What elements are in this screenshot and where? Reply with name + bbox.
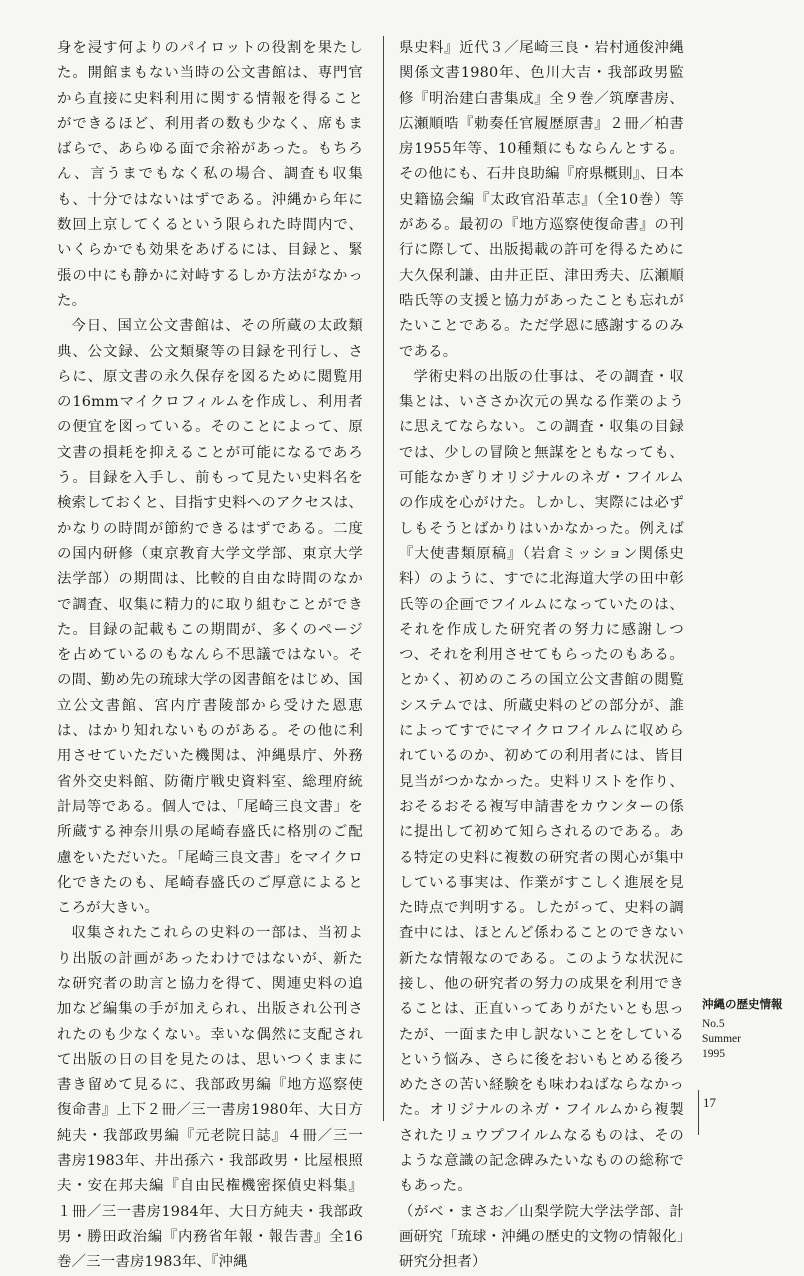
journal-issue: No.5: [702, 1018, 725, 1030]
column-divider: [383, 36, 384, 1121]
page-number-divider: [698, 1090, 699, 1135]
paragraph: 学術史料の出版の仕事は、その調査・収集とは、いささか次元の異なる作業のように思えてならない。この調査・収集の目録では、少しの冒険と無謀をともなっても、可能なかぎりオリジナルのネガ・フイルムの作成を心がけた。しかし、実際には必ずしもそうとばかりはいかなかった。例えば『大使書類原稿』（岩倉ミッション関係史料）のように、すでに北海道大学の田中彰氏等の企画でフイルムになっていたのは、それを作成した研究者の努力に感謝しつつ、それを利用させてもらったのもある。とかく、初めのころの国立公文書館の閲覧システムでは、所蔵史料のどの部分が、誰によってすでにマイクロフイルムに収められているのか、初めての利用者には、皆目見当がつかなかった。史料リストを作り、おそるおそる複写申請書をカウンターの係に提出して初めて知らされるのである。ある特定の史料に複数の研究者の関心が集中している事実は、作業がすこしく進展を見た時点で判明する。したがって、史料の調査中には、ほとんど係わることのできない新たな情報なのである。このような状況に接し、他の研究者の努力の成果を利用できることは、正直いってありがたいとも思ったが、一面また申し訳ないことをしているという悩み、さらに後をおいもとめる後ろめたさの苦い経験をも味わねばならなかった。オリジナルのネガ・フイルムから複製されたリュウプフイルムなるものは、そのような意識の記念碑みたいなものの総称でもあった。: [399, 368, 684, 1195]
left-column: [57, 36, 363, 1276]
journal-sidebar: [702, 996, 794, 1062]
journal-title: 沖縄の歴史情報: [702, 997, 783, 1011]
paragraph: 収集されたこれらの史料の一部は、当初より出版の計画があったわけではないが、新たな研究者の助言と協力を得て、関連史料の追加など編集の手が加えられ、出版され公刊されたのも少なくない。幸いな偶然に支配されて出版の日の目を見たのは、思いつくままに書き留めて見るに、我部政男編『地方巡察使復命書』上下２冊／三一書房1980年、大日方純夫・我部政男編『元老院日誌』４冊／三一書房1983年、井出孫六・我部政男・比屋根照夫・安在邦夫編『自由民権機密探偵史料集』１冊／三一書房1984年、大日方純夫・我部政男・勝田政治編『内務省年報・報告書』全16巻／三一書房1983年、『沖縄: [57, 925, 363, 1271]
paragraph: 県史料』近代３／尾崎三良・岩村通俊沖縄関係文書1980年、色川大吉・我部政男監修『明治建白書集成』全９巻／筑摩書房、広瀬順晧『勅奏任官履歴原書』２冊／柏書房1955年等、10種類にもならんとする。その他にも、石井良助編『府県概則』、日本史籍協会編『太政官沿革志』（全10巻）等がある。最初の『地方巡察使復命書』の刊行に際して、出版掲載の許可を得るために大久保利謙、由井正臣、津田秀夫、広瀬順晧氏等の支援と協力があったことも忘れがたいことである。ただ学恩に感謝するのみである。: [399, 40, 684, 360]
journal-season: Summer: [702, 1033, 741, 1045]
paragraph: 今日、国立公文書館は、その所蔵の太政類典、公文録、公文類聚等の目録を刊行し、さらに、原文書の永久保存を図るために閲覧用の16mmマイクロフィルムを作成し、利用者の便宜を図っている。そのことによって、原文書の損耗を抑えることが可能になるであろう。目録を入手し、前もって見たい史料名を検索しておくと、目指す史料へのアクセスは、かなりの時間が節約できるはずである。二度の国内研修（東京教育大学文学部、東京大学法学部）の期間は、比較的自由な時間のなかで調査、収集に精力的に取り組むことができた。目録の記載もこの期間が、多くのページを占めているのもなんら不思議ではない。その間、勤め先の琉球大学の図書館をはじめ、国立公文書館、宮内庁書陵部から受けた恩恵は、はかり知れないものがある。その他に利用させていただいた機関は、沖縄県庁、外務省外交史料館、防衛庁戦史資料室、総理府統計局等である。個人では、「尾崎三良文書」を所蔵する神奈川県の尾崎春盛氏に格別のご配慮をいただいた。「尾崎三良文書」をマイクロ化できたのも、尾崎春盛氏のご厚意によるところが大きい。: [57, 318, 363, 917]
journal-year: 1995: [702, 1048, 725, 1060]
paragraph: 身を浸す何よりのパイロットの役割を果たした。開館まもない当時の公文書館は、専門官から直接に史料利用に関する情報を得ることができるほど、利用者の数も少なく、席もまばらで、あらゆる面で余裕があった。もちろん、言うまでもなく私の場合、調査も収集も、十分ではないはずである。沖縄から年に数回上京してくるという限られた時間内で、いくらかでも効果をあげるには、目録と、緊張の中にも静かに対峙するしか方法がなかった。: [57, 40, 363, 309]
page-number: 17: [703, 1095, 716, 1110]
author-signature: （がべ・まさお／山梨学院大学法学部、計画研究「琉球・沖縄の歴史的文物の情報化」研究分担者）: [399, 1203, 684, 1271]
right-column: [399, 36, 684, 1276]
